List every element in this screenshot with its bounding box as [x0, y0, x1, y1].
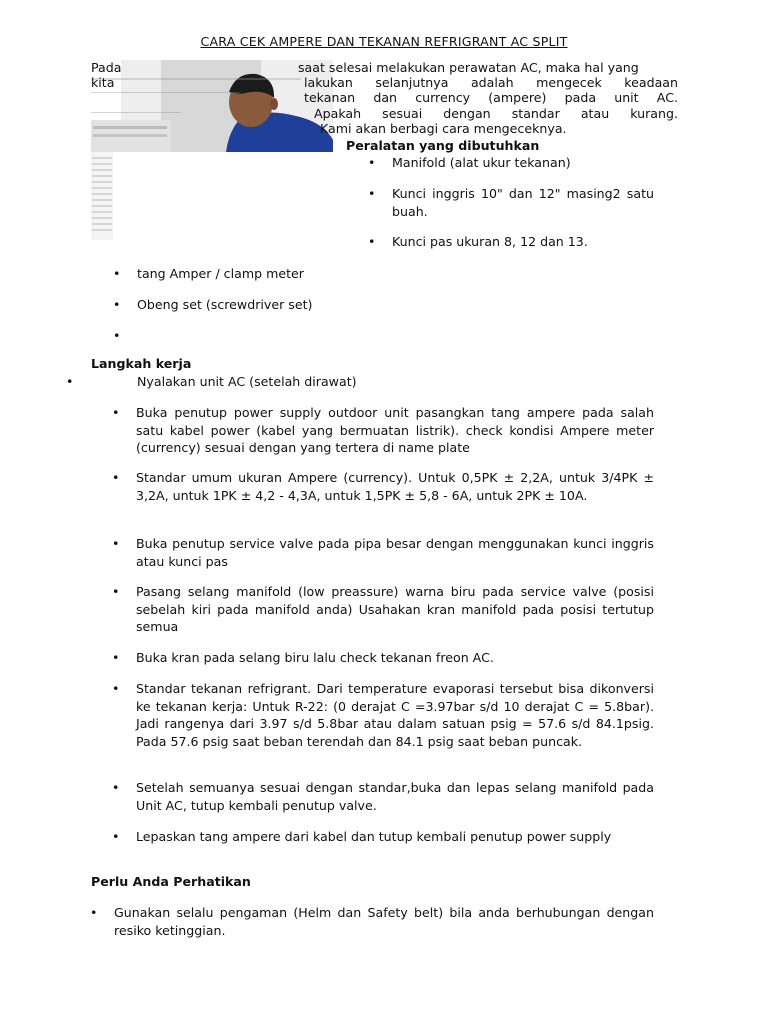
intro-label — [91, 60, 121, 90]
list-item — [112, 779, 654, 814]
bullet-icon: • — [113, 328, 121, 343]
list-item — [112, 535, 654, 570]
list-item — [112, 404, 654, 457]
bullet-icon: • — [90, 905, 98, 920]
list-item-text: Pasang selang manifold (low preassure) warna biru pada service valve (posisi sebelah kiri pada manifold anda) Usahakan kran manifold pada posisi tertutup semua — [136, 584, 654, 635]
bullet-icon: • — [113, 297, 121, 312]
intro-line: saat selesai melakukan perawatan AC, maka hal yang — [298, 60, 639, 75]
list-item — [112, 649, 654, 667]
list-item — [112, 828, 654, 846]
list-item — [112, 583, 654, 636]
list-item-text: Kunci pas ukuran 8, 12 dan 13. — [392, 234, 588, 249]
list-item-text: Lepaskan tang ampere dari kabel dan tutup kembali penutup power supply — [136, 829, 612, 844]
document-title: CARA CEK AMPERE DAN TEKANAN REFRIGRANT AC SPLIT — [200, 34, 568, 49]
intro-label-line: kita — [91, 75, 115, 90]
bullet-icon: • — [112, 681, 120, 696]
list-item-text: Buka penutup service valve pada pipa besar dengan menggunakan kunci inggris atau kunci pas — [136, 536, 654, 569]
technician-photo — [91, 60, 333, 240]
list-item — [66, 373, 657, 391]
list-item-text: Obeng set (screwdriver set) — [137, 297, 313, 312]
list-item-text: Manifold (alat ukur tekanan) — [392, 155, 571, 170]
technician-photo-graphic — [91, 60, 333, 240]
list-item-text: Standar tekanan refrigrant. Dari temperature evaporasi tersebut bisa dikonversi ke tekanan kerja: Untuk R-22: (0 derajat C =3.97bar s/d 10 derajat C = 5.8bar). Jadi rangenya dari 3.97 s/d 5.8bar atau dalam satuan psig = 57.6 s/d 84.1psig. Pada 57.6 psig saat beban terendah dan 84.1 psig saat beban puncak. — [136, 681, 654, 749]
list-item — [113, 265, 657, 283]
bullet-icon: • — [112, 536, 120, 551]
bullet-icon: • — [368, 155, 376, 170]
list-item-text: Buka penutup power supply outdoor unit pasangkan tang ampere pada salah satu kabel power (kabel yang bermuatan listrik). check kondisi Ampere meter (currency) sesuai dengan yang tertera di name plate — [136, 405, 654, 456]
list-item-text: Setelah semuanya sesuai dengan standar,buka dan lepas selang manifold pada Unit AC, tutup kembali penutup valve. — [136, 780, 654, 813]
intro-line: lakukan selanjutnya adalah mengecek keadaan — [304, 75, 678, 91]
notes-heading: Perlu Anda Perhatikan — [91, 874, 251, 889]
bullet-icon: • — [112, 829, 120, 844]
bullet-icon: • — [112, 584, 120, 599]
steps-heading: Langkah kerja — [91, 356, 192, 371]
list-item — [368, 233, 662, 251]
list-item — [112, 469, 654, 504]
list-item-text: tang Amper / clamp meter — [137, 266, 304, 281]
intro-line: Kami akan berbagi cara mengeceknya. — [320, 120, 567, 136]
bullet-icon: • — [66, 374, 74, 389]
list-item-text: Gunakan selalu pengaman (Helm dan Safety belt) bila anda berhubungan dengan resiko ketinggian. — [114, 905, 654, 938]
list-item — [112, 680, 654, 750]
bullet-icon: • — [368, 234, 376, 249]
list-item-text: Nyalakan unit AC (setelah dirawat) — [137, 374, 357, 389]
list-item — [368, 154, 662, 172]
intro-line: tekanan dan currency (ampere) pada unit AC. — [304, 90, 678, 106]
list-item-text: Standar umum ukuran Ampere (currency). Untuk 0,5PK ± 2,2A, untuk 3/4PK ± 3,2A, untuk 1PK ± 4,2 - 4,3A, untuk 1,5PK ± 5,8 - 6A, untuk 2PK ± 10A. — [136, 470, 654, 503]
bullet-icon: • — [368, 186, 376, 201]
bullet-icon: • — [112, 650, 120, 665]
list-item — [368, 185, 654, 220]
intro-line: Apakah sesuai dengan standar atau kurang. — [314, 105, 678, 121]
intro-paragraph — [298, 60, 678, 136]
list-item-text: Kunci inggris 10" dan 12" masing2 satu buah. — [392, 186, 654, 219]
list-item — [90, 904, 654, 939]
bullet-icon: • — [112, 405, 120, 420]
bullet-icon: • — [113, 266, 121, 281]
bullet-icon: • — [112, 470, 120, 485]
intro-label-line: Pada — [91, 60, 122, 75]
list-item-text: Buka kran pada selang biru lalu check tekanan freon AC. — [136, 650, 494, 665]
bullet-icon: • — [112, 780, 120, 795]
equipment-heading: Peralatan yang dibutuhkan — [346, 138, 540, 153]
list-item — [113, 296, 657, 314]
